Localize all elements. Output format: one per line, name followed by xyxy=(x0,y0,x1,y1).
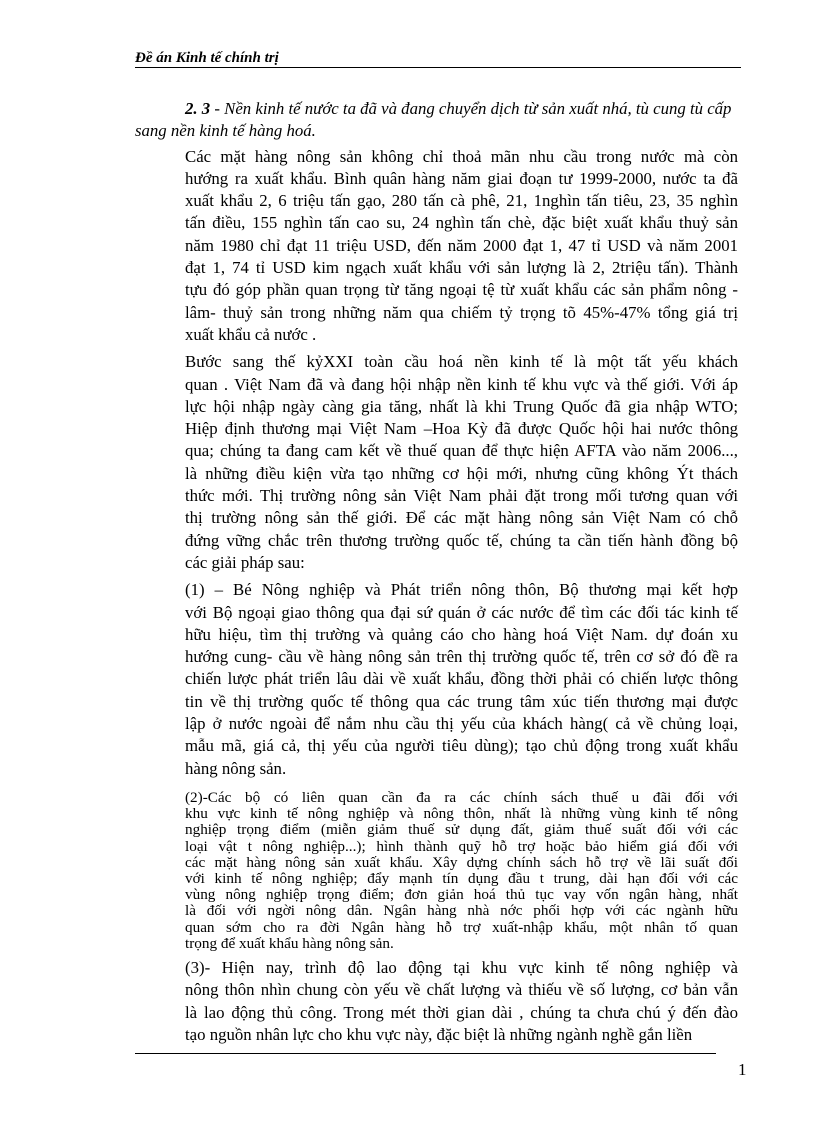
paragraph-solution-2 xyxy=(135,790,738,952)
text-line: vùng nông nghiệp trọng điểm; đơn giản hoá thủ tục vay vốn ngân hàng, nhất xyxy=(185,886,738,904)
text-line: là lao động thủ công. Trong mét thời gian dài , chúng ta chưa chú ý đến đào xyxy=(185,1002,738,1022)
text-line: thị trường nông sản thế giới. Để các mặt hàng nông sản Việt Nam có chỗ xyxy=(185,508,738,528)
text-line: với Bộ ngoại giao thông qua đại sứ quán ở các nước để tìm các đối tác kinh tế xyxy=(185,602,738,622)
text-line: đạt 1, 74 tỉ USD kim ngạch xuất khẩu với sản lượng là 2, 2triệu tấn). Thành xyxy=(185,258,738,278)
paragraph-globalization xyxy=(135,351,738,574)
text-line: trọng để xuất khẩu hàng nông sản. xyxy=(185,934,394,952)
text-line: Hiệp định thương mại Việt Nam –Hoa Kỳ đã được Quốc hội hai nước thông xyxy=(185,419,738,439)
paragraph-export-overview xyxy=(135,146,738,347)
footer-rule xyxy=(135,1053,716,1054)
text-line: các giải pháp sau: xyxy=(185,552,305,572)
text-line: lâm- thuỷ sản trong những năm qua chiếm tỷ trọng tõ 45%-47% tổng giá trị xyxy=(185,302,738,322)
text-line: Bước sang thế kỷXXI toàn cầu hoá nền kinh tế là một tất yếu khách xyxy=(185,352,738,372)
text-line: quan . Việt Nam đã và đang hội nhập nền kinh tế khu vực và thế giới. Với áp xyxy=(185,374,738,394)
text-line: hướng ra xuất khẩu. Bình quân hàng năm giai đoạn tư 1999-2000, nước ta đã xyxy=(185,168,738,188)
paragraph-solution-3 xyxy=(135,957,738,1046)
page-header-title: Đề án Kinh tế chính trị xyxy=(135,50,279,66)
text-line: năm 1980 chỉ đạt 11 triệu USD, đến năm 2000 đạt 1, 47 tỉ USD và năm 2001 xyxy=(185,235,738,255)
header-rule xyxy=(135,67,741,68)
text-line: tấn điều, 155 nghìn tấn cao su, 24 nghìn tấn chè, đặc biệt xuất khẩu thuỷ sản xyxy=(185,213,738,233)
text-line: (3)- Hiện nay, trình độ lao động tại khu vực kinh tế nông nghiệp và xyxy=(185,957,738,977)
text-line: là những điều kiện vừa tạo những cơ hội mới, nhưng cũng không Ýt thách xyxy=(185,463,738,483)
text-line: lập ở nước ngoài để nắm nhu cầu thị yếu của khách hàng( cả về chủng loại, xyxy=(185,714,738,734)
text-line: lực hội nhập ngày càng gia tăng, nhất là khi Trung Quốc đã gia nhập WTO; xyxy=(185,396,738,416)
text-line: xuất khẩu 2, 6 triệu tấn gạo, 280 tấn cà phê, 21, 1nghìn tấn tiêu, 23, 35 nghìn xyxy=(185,191,738,211)
text-line: tạo nguồn nhân lực cho khu vực này, đặc biệt là những ngành nghề gắn liền xyxy=(185,1024,693,1044)
text-line: là đối với ngời nông dân. Ngân hàng nhà nớc phối hợp với các ngành hữu xyxy=(185,902,738,920)
text-line: hữu hiệu, tìm thị trường và quảng cáo cho hàng hoá Việt Nam. dự đoán xu xyxy=(185,624,738,644)
text-line: nông thôn nhìn chung còn yếu về chất lượng và thiếu về số lượng, cơ bản vẫn xyxy=(185,980,738,1000)
text-line: Các mặt hàng nông sản không chỉ thoả mãn nhu cầu trong nước mà còn xyxy=(185,146,738,166)
page-number: 1 xyxy=(738,1060,747,1079)
text-line: khu vực kinh tế nông nghiệp và nông thôn, nhất là những vùng kinh tế nông xyxy=(185,805,738,823)
text-line: xuất khẩu cả nước . xyxy=(185,324,317,344)
text-line: qua; chúng ta đang cam kết về thuế quan để thực hiện AFTA vào năm 2006..., xyxy=(185,441,738,461)
text-line: hàng nông sản. xyxy=(185,758,287,778)
text-line: hướng cung- cầu về hàng nông sản trên thị trường quốc tế, trên cơ sở đó đề ra xyxy=(185,647,738,667)
text-line: các mặt hàng nông sản xuất khẩu. Xây dựng chính sách hỗ trợ về lãi suất đối xyxy=(185,853,738,871)
text-line: đứng vững chắc trên thương trường quốc tế, chúng ta cần tiến hành đồng bộ xyxy=(185,530,738,550)
document-body xyxy=(135,98,738,1046)
text-line: (2)-Các bộ có liên quan cần đa ra các chính sách thuế u đãi đối với xyxy=(185,788,738,806)
text-line: (1) – Bé Nông nghiệp và Phát triển nông thôn, Bộ thương mại kết hợp xyxy=(185,580,738,600)
text-line: thức mới. Thị trường nông sản Việt Nam phải đặt trong mối tương quan với xyxy=(185,486,738,506)
section-number: 2. 3 xyxy=(185,99,211,118)
text-line: mẫu mã, giá cả, thị yếu của người tiêu dùng); tạo chủ động trong xuất khẩu xyxy=(185,736,738,756)
text-line: quan sớm cho ra đời Ngân hàng hỗ trợ xuất-nhập khẩu, một nhân tố quan xyxy=(185,918,738,936)
text-line: với kinh tế nông nghiệp; đẩy mạnh tín dụng đầu t trung, dài hạn đối với các xyxy=(185,869,738,887)
paragraph-solution-1 xyxy=(135,579,738,780)
section-heading xyxy=(135,98,738,143)
text-line: loại vật t nông nghiệp...); hình thành quỹ hỗ trợ hoặc bảo hiểm giá đối với xyxy=(185,837,738,855)
section-title: - Nền kinh tế nước ta đã và đang chuyển dịch từ sản xuất nhá, tù cung tù cấp sang nền kinh tế hàng hoá. xyxy=(135,99,732,141)
text-line: tin về thị trường quốc tế thông qua các trung tâm xúc tiến thương mại được xyxy=(185,691,738,711)
text-line: chiến lược phát triển lâu dài về xuất khẩu, đồng thời phải có chiến lược thông xyxy=(185,669,738,689)
text-line: nghiệp trọng điểm (miễn giảm thuế sử dụng đất, giảm thuế suất đối với các xyxy=(185,821,738,839)
text-line: tựu đó góp phần quan trọng từ tăng ngoại tệ từ xuất khẩu các sản phẩm nông - xyxy=(185,280,738,300)
